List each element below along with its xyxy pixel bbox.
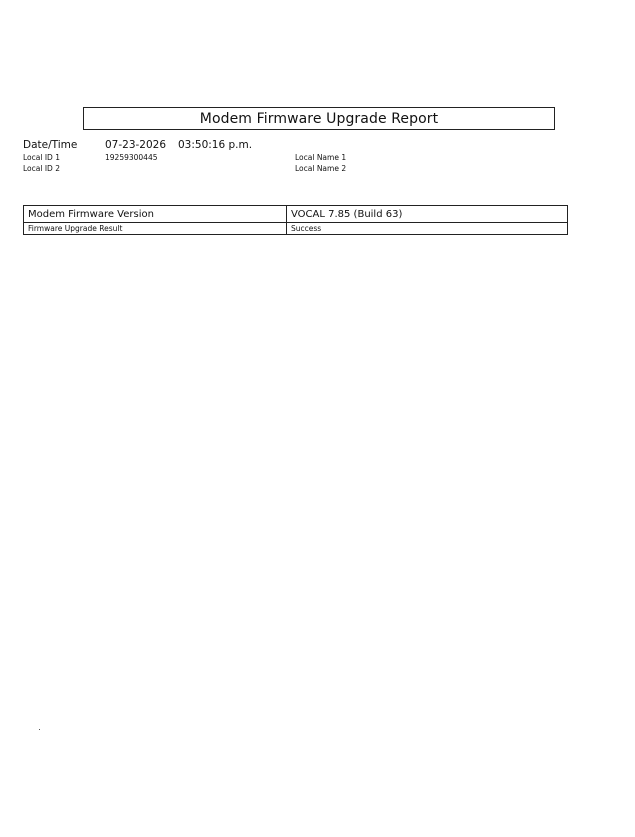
firmware-version-label: Modem Firmware Version xyxy=(24,206,287,223)
table-row xyxy=(24,206,568,223)
upgrade-result-label: Firmware Upgrade Result xyxy=(24,223,287,235)
scan-speck xyxy=(39,729,40,730)
firmware-version-value: VOCAL 7.85 (Build 63) xyxy=(287,206,568,223)
report-title: Modem Firmware Upgrade Report xyxy=(199,110,439,127)
date-value: 07-23-2026 xyxy=(105,139,167,151)
upgrade-result-value: Success xyxy=(287,223,568,235)
local-id-1-value: 19259300445 xyxy=(105,153,158,162)
table-row xyxy=(24,223,568,235)
report-title-box xyxy=(83,107,555,130)
local-id-1-label: Local ID 1 xyxy=(23,153,60,162)
firmware-report-table xyxy=(23,205,568,235)
local-id-2-label: Local ID 2 xyxy=(23,164,60,173)
local-name-1-label: Local Name 1 xyxy=(295,153,347,162)
time-value: 03:50:16 p.m. xyxy=(178,139,253,151)
date-time-label: Date/Time xyxy=(23,139,78,151)
local-name-2-label: Local Name 2 xyxy=(295,164,347,173)
